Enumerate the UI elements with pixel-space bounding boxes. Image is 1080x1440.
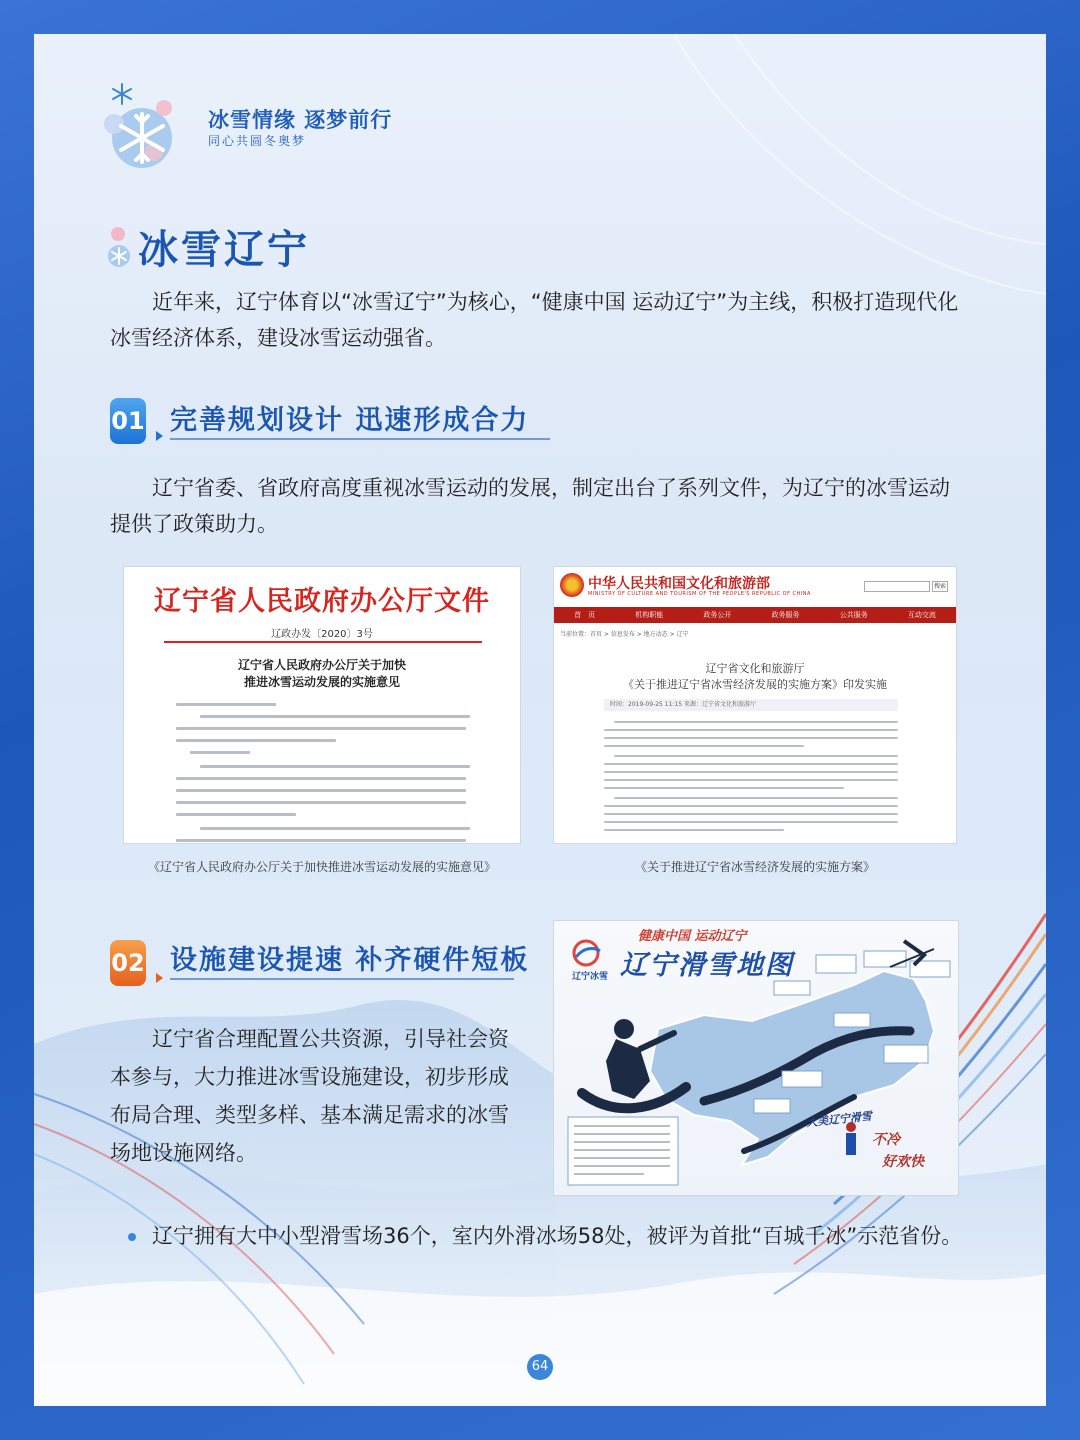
part1-paragraph: 辽宁省委、省政府高度重视冰雪运动的发展，制定出台了系列文件，为辽宁的冰雪运动提供了政策助力。	[110, 476, 950, 536]
part2-arrow-icon	[156, 973, 163, 983]
map-slogan: 健康中国 运动辽宁	[638, 929, 747, 944]
bullet-text: 辽宁拥有大中小型滑雪场36个，室内外滑冰场58处，被评为首批“百城千冰”示范省份。	[152, 1224, 963, 1248]
web-search-input	[864, 581, 930, 592]
web-site-title-en: MINISTRY OF CULTURE AND TOURISM OF THE PEOPLE'S REPUBLIC OF CHINA	[588, 591, 811, 597]
doc1-red-title: 辽宁省人民政府办公厅文件	[154, 586, 490, 617]
doc2-caption: 《关于推进辽宁省冰雪经济发展的实施方案》	[634, 860, 875, 874]
web-article-title-line1: 辽宁省文化和旅游厅	[705, 662, 805, 675]
part1-underline	[170, 438, 550, 440]
brand-subtitle: 同心共圆冬奥梦	[208, 134, 307, 148]
part1-arrow-icon	[156, 431, 163, 441]
web-nav-item: 公共服务	[839, 611, 868, 619]
ministry-website-image	[553, 566, 957, 844]
section-snowflake-icon	[106, 224, 136, 270]
part2-title: 设施建设提速 补齐硬件短板	[170, 945, 530, 976]
national-emblem-icon	[560, 573, 584, 597]
bullet-icon	[128, 1233, 136, 1241]
doc1-heading-line1: 辽宁省人民政府办公厅关于加快	[237, 658, 406, 672]
doc1-number: 辽政办发〔2020〕3号	[271, 629, 373, 640]
map-phrase-2: 不冷	[872, 1132, 900, 1148]
web-nav-item: 机构职能	[635, 611, 664, 619]
web-nav-item: 首 页	[574, 611, 596, 619]
part2-underline	[170, 978, 514, 980]
web-nav-item: 政务服务	[771, 611, 800, 619]
snowflake-logo-icon	[94, 74, 204, 174]
web-nav-item: 互动交流	[907, 611, 936, 619]
map-phrase-3: 好欢快	[882, 1154, 924, 1170]
web-nav-bar	[554, 607, 956, 623]
intro-paragraph: 近年来，辽宁体育以“冰雪辽宁”为核心，“健康中国 运动辽宁”为主线，积极打造现代化冰雪经济体系，建设冰雪运动强省。	[110, 290, 959, 350]
web-article-title-line2: 《关于推进辽宁省冰雪经济发展的实施方案》印发实施	[623, 678, 887, 691]
ski-map-image	[553, 920, 959, 1196]
part1-number-badge: 01	[110, 398, 146, 444]
map-title: 辽宁滑雪地图	[620, 950, 794, 981]
doc1-heading-line2: 推进冰雪运动发展的实施意见	[243, 675, 400, 689]
brand-title: 冰雪情缘 逐梦前行	[208, 108, 393, 132]
part2-number-badge: 02	[110, 940, 146, 986]
page	[34, 34, 1046, 1406]
web-site-title: 中华人民共和国文化和旅游部	[588, 576, 770, 592]
part2-paragraph: 辽宁省合理配置公共资源，引导社会资本参与，大力推进冰雪设施建设，初步形成布局合理、类型多样、基本满足需求的冰雪场地设施网络。	[110, 1027, 509, 1165]
web-nav-item: 政务公开	[703, 611, 732, 619]
web-breadcrumb: 当前位置：首页 > 信息发布 > 地方动态 > 辽宁	[560, 631, 689, 638]
map-phrase-1: 大美辽宁滑雪	[805, 1109, 873, 1130]
page-number: 64	[527, 1354, 553, 1380]
section-title: 冰雪辽宁	[138, 227, 310, 273]
doc1-red-rule	[164, 641, 482, 643]
doc1-caption: 《辽宁省人民政府办公厅关于加快推进冰雪运动发展的实施意见》	[147, 860, 496, 874]
web-article-meta: 时间：2019-09-25 11:15 来源：辽宁省文化和旅游厅	[604, 699, 898, 711]
map-brand: 辽宁冰雪	[572, 972, 609, 982]
part1-title: 完善规划设计 迅速形成合力	[170, 405, 530, 436]
policy-document-image	[123, 566, 521, 844]
web-search-button: 搜索	[933, 583, 946, 590]
